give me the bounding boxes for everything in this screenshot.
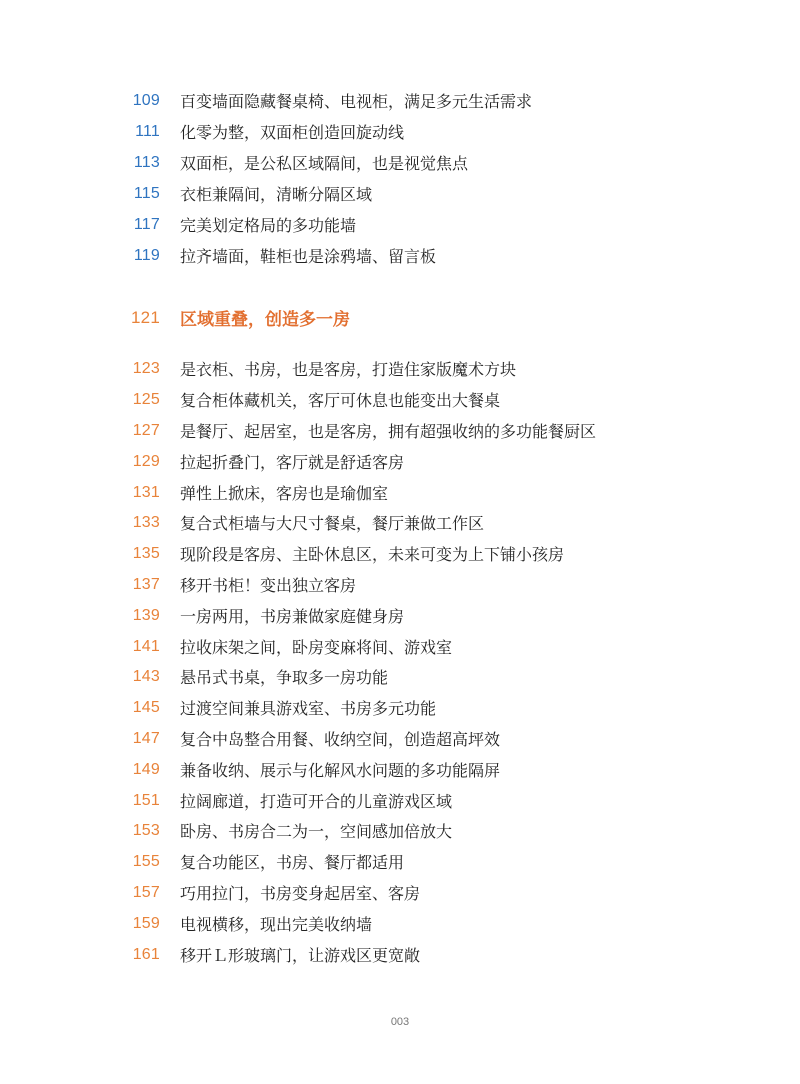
toc-entry[interactable] <box>0 538 800 569</box>
toc-entry[interactable] <box>0 415 800 446</box>
toc-page-number: 131 <box>132 483 160 501</box>
toc-entry[interactable] <box>0 785 800 816</box>
toc-page-number: 153 <box>132 821 160 839</box>
toc-entry-title: 是衣柜、书房，也是客房，打造住家版魔术方块 <box>180 360 517 379</box>
toc-entry[interactable] <box>0 240 800 271</box>
toc-entry[interactable] <box>0 939 800 970</box>
toc-entry[interactable] <box>0 754 800 785</box>
toc-entry-title: 复合柜体藏机关，客厅可休息也能变出大餐桌 <box>180 391 501 410</box>
toc-entry[interactable] <box>0 631 800 662</box>
toc-entry-title: 一房两用，书房兼做家庭健身房 <box>180 607 405 626</box>
toc-entry-title: 移开Ｌ形玻璃门，让游戏区更宽敞 <box>180 946 421 965</box>
toc-page-number: 125 <box>132 390 160 408</box>
toc-entry[interactable] <box>0 507 800 538</box>
toc-page-number: 157 <box>132 883 160 901</box>
toc-entry-title: 过渡空间兼具游戏室、书房多元功能 <box>180 699 437 718</box>
toc-page-number: 119 <box>133 246 160 264</box>
page-number: 003 <box>390 1016 410 1028</box>
toc-entry-title: 双面柜，是公私区域隔间，也是视觉焦点 <box>180 154 469 173</box>
toc-page-number: 161 <box>132 945 160 963</box>
toc-page-number: 141 <box>132 637 160 655</box>
toc-entry[interactable] <box>0 569 800 600</box>
toc-page-number: 117 <box>133 215 160 233</box>
toc-entry-title: 弹性上掀床，客房也是瑜伽室 <box>180 484 389 503</box>
toc-page-number: 123 <box>132 359 160 377</box>
toc-page-number: 149 <box>132 760 160 778</box>
toc-section-heading[interactable] <box>0 302 800 333</box>
toc-entry[interactable] <box>0 661 800 692</box>
toc-entry[interactable] <box>0 600 800 631</box>
toc-entry-title: 化零为整，双面柜创造回旋动线 <box>180 123 405 142</box>
toc-entry[interactable] <box>0 178 800 209</box>
toc-entry-title: 复合功能区，书房、餐厅都适用 <box>180 853 405 872</box>
toc-page-number: 147 <box>132 729 160 747</box>
toc-page-number: 113 <box>133 153 160 171</box>
toc-entry-title: 是餐厅、起居室，也是客房，拥有超强收纳的多功能餐厨区 <box>180 422 597 441</box>
toc-entry-title: 完美划定格局的多功能墙 <box>180 216 357 235</box>
toc-page-number: 143 <box>132 667 160 685</box>
toc-entry-title: 百变墙面隐藏餐桌椅、电视柜，满足多元生活需求 <box>180 92 533 111</box>
toc-entry-title: 拉齐墙面，鞋柜也是涂鸦墙、留言板 <box>180 247 437 266</box>
toc-entry-title: 电视横移，现出完美收纳墙 <box>180 915 373 934</box>
toc-page-number: 115 <box>133 184 160 202</box>
toc-entry[interactable] <box>0 209 800 240</box>
toc-entry[interactable] <box>0 116 800 147</box>
toc-entry[interactable] <box>0 85 800 116</box>
toc-entry[interactable] <box>0 692 800 723</box>
toc-entry[interactable] <box>0 477 800 508</box>
toc-page-number: 109 <box>132 91 160 109</box>
toc-entry[interactable] <box>0 446 800 477</box>
toc-entry-title: 复合中岛整合用餐、收纳空间，创造超高坪效 <box>180 730 501 749</box>
toc-entry-title: 拉收床架之间，卧房变麻将间、游戏室 <box>180 638 453 657</box>
toc-entry[interactable] <box>0 815 800 846</box>
toc-entry[interactable] <box>0 723 800 754</box>
toc-page-number: 137 <box>132 575 160 593</box>
toc-entry-title: 巧用拉门，书房变身起居室、客房 <box>180 884 421 903</box>
toc-entry-title: 拉阔廊道，打造可开合的儿童游戏区域 <box>180 792 453 811</box>
toc-entry-title: 移开书柜！变出独立客房 <box>180 576 357 595</box>
toc-page-number: 139 <box>132 606 160 624</box>
toc-entry[interactable] <box>0 846 800 877</box>
toc-entry-title: 复合式柜墙与大尺寸餐桌，餐厅兼做工作区 <box>180 514 485 533</box>
toc-page-number: 155 <box>132 852 160 870</box>
toc-page-number: 127 <box>132 421 160 439</box>
toc-entry[interactable] <box>0 908 800 939</box>
toc-entry[interactable] <box>0 147 800 178</box>
section-title: 区域重叠，创造多一房 <box>180 310 350 330</box>
toc-page-number: 111 <box>135 122 160 140</box>
toc-entry-title: 悬吊式书桌，争取多一房功能 <box>180 668 389 687</box>
toc-page-number: 151 <box>132 791 160 809</box>
section-page-number: 121 <box>131 307 160 327</box>
toc-entry-title: 拉起折叠门，客厅就是舒适客房 <box>180 453 405 472</box>
toc-entry-title: 兼备收纳、展示与化解风水问题的多功能隔屏 <box>180 761 501 780</box>
toc-entry[interactable] <box>0 384 800 415</box>
toc-page-number: 129 <box>132 452 160 470</box>
toc-page-number: 135 <box>132 544 160 562</box>
toc-page-number: 145 <box>132 698 160 716</box>
toc-entry-title: 卧房、书房合二为一，空间感加倍放大 <box>180 822 453 841</box>
toc-page-number: 159 <box>132 914 160 932</box>
toc-entry[interactable] <box>0 353 800 384</box>
toc-entry[interactable] <box>0 877 800 908</box>
toc-entry-title: 衣柜兼隔间，清晰分隔区域 <box>180 185 373 204</box>
toc-page-number: 133 <box>132 513 160 531</box>
toc-entry-title: 现阶段是客房、主卧休息区，未来可变为上下铺小孩房 <box>180 545 565 564</box>
